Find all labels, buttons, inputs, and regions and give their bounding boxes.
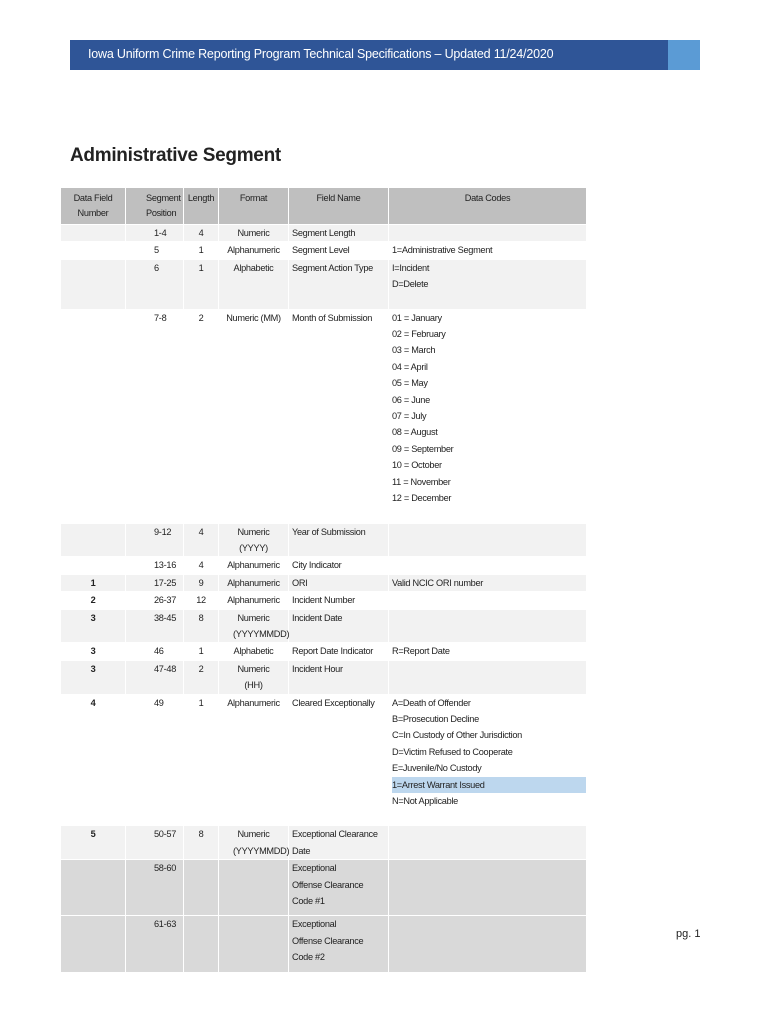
cell-length: 1 <box>184 694 219 826</box>
cell-data-field-number <box>61 860 126 916</box>
cell-field-name: Exceptional Offense Clearance Code #1 <box>289 860 389 916</box>
cell-field-name: Exceptional Clearance Date <box>289 826 389 860</box>
cell-data-field-number: 3 <box>61 609 126 643</box>
cell-format: Numeric <box>219 225 289 242</box>
data-code-item: E=Juvenile/No Custody <box>392 763 482 774</box>
cell-data-field-number: 5 <box>61 826 126 860</box>
header-field-name: Field Name <box>289 188 389 225</box>
data-code-item: B=Prosecution Decline <box>392 713 479 724</box>
cell-data-codes <box>389 523 587 557</box>
cell-data-field-number: 3 <box>61 660 126 694</box>
data-code-item: 10 = October <box>392 460 442 471</box>
header-accent-block <box>668 40 700 70</box>
data-code-item: 01 = January <box>392 312 442 323</box>
cell-format: Numeric (YYYY) <box>219 523 289 557</box>
cell-data-field-number: 4 <box>61 694 126 826</box>
cell-format: Alphanumeric <box>219 694 289 826</box>
cell-segment-position: 9-12 <box>126 523 184 557</box>
header-segment-position: Segment Position <box>126 188 184 225</box>
table-row <box>61 643 587 660</box>
cell-data-codes <box>389 694 587 826</box>
table-row <box>61 860 587 916</box>
cell-length <box>184 860 219 916</box>
cell-data-field-number <box>61 916 126 972</box>
table-row <box>61 826 587 860</box>
table-row <box>61 916 587 972</box>
data-code-item: 11 = November <box>392 476 451 487</box>
cell-data-codes <box>389 643 587 660</box>
cell-segment-position: 5 <box>126 242 184 259</box>
cell-length: 4 <box>184 557 219 574</box>
cell-data-codes <box>389 259 587 309</box>
table-row <box>61 309 587 523</box>
cell-field-name: Report Date Indicator <box>289 643 389 660</box>
data-code-item: 07 = July <box>392 411 427 422</box>
cell-data-codes <box>389 660 587 694</box>
cell-data-codes <box>389 916 587 972</box>
cell-data-codes <box>389 574 587 591</box>
cell-format: Numeric (YYYYMMDD) <box>219 826 289 860</box>
cell-data-field-number <box>61 225 126 242</box>
cell-length: 8 <box>184 609 219 643</box>
header-format: Format <box>219 188 289 225</box>
cell-data-codes <box>389 557 587 574</box>
cell-segment-position: 46 <box>126 643 184 660</box>
data-code-item: D=Victim Refused to Cooperate <box>392 746 513 757</box>
cell-data-codes <box>389 592 587 609</box>
cell-segment-position: 58-60 <box>126 860 184 916</box>
data-code-item: Valid NCIC ORI number <box>392 577 484 588</box>
cell-segment-position: 13-16 <box>126 557 184 574</box>
cell-format: Alphanumeric <box>219 592 289 609</box>
data-code-item: 12 = December <box>392 493 452 504</box>
data-code-item: 08 = August <box>392 427 438 438</box>
table-row <box>61 609 587 643</box>
cell-data-field-number <box>61 259 126 309</box>
cell-data-field-number: 2 <box>61 592 126 609</box>
cell-data-field-number: 3 <box>61 643 126 660</box>
cell-field-name: Incident Hour <box>289 660 389 694</box>
data-code-item: I=Incident <box>392 262 430 273</box>
cell-length: 1 <box>184 242 219 259</box>
cell-length: 1 <box>184 259 219 309</box>
data-code-item: D=Delete <box>392 279 429 290</box>
header-length: Length <box>184 188 219 225</box>
table-row <box>61 694 587 826</box>
cell-data-field-number <box>61 242 126 259</box>
cell-field-name: Segment Action Type <box>289 259 389 309</box>
cell-length <box>184 916 219 972</box>
cell-data-field-number <box>61 557 126 574</box>
cell-segment-position: 50-57 <box>126 826 184 860</box>
cell-format <box>219 860 289 916</box>
header-data-field-number: Data Field Number <box>61 188 126 225</box>
cell-data-codes <box>389 242 587 259</box>
cell-field-name: Exceptional Offense Clearance Code #2 <box>289 916 389 972</box>
cell-field-name: City Indicator <box>289 557 389 574</box>
cell-data-codes <box>389 609 587 643</box>
data-code-item: 06 = June <box>392 394 430 405</box>
cell-length: 8 <box>184 826 219 860</box>
data-code-item: N=Not Applicable <box>392 796 458 806</box>
cell-data-field-number <box>61 309 126 523</box>
cell-field-name: ORI <box>289 574 389 591</box>
cell-segment-position: 49 <box>126 694 184 826</box>
data-code-item: 1=Administrative Segment <box>392 245 493 256</box>
cell-segment-position: 26-37 <box>126 592 184 609</box>
cell-data-codes <box>389 309 587 523</box>
cell-segment-position: 7-8 <box>126 309 184 523</box>
data-code-item: C=In Custody of Other Jurisdiction <box>392 730 522 741</box>
cell-length: 4 <box>184 225 219 242</box>
header-bar <box>70 40 668 70</box>
cell-segment-position: 47-48 <box>126 660 184 694</box>
page-number: pg. 1 <box>676 928 701 940</box>
cell-format: Numeric (HH) <box>219 660 289 694</box>
cell-data-field-number <box>61 523 126 557</box>
cell-field-name: Segment Level <box>289 242 389 259</box>
cell-format: Alphanumeric <box>219 574 289 591</box>
data-code-item: A=Death of Offender <box>392 697 471 708</box>
cell-length: 9 <box>184 574 219 591</box>
cell-data-field-number: 1 <box>61 574 126 591</box>
cell-segment-position: 61-63 <box>126 916 184 972</box>
table-row <box>61 225 587 242</box>
cell-field-name: Segment Length <box>289 225 389 242</box>
table-header-row <box>61 188 587 225</box>
cell-field-name: Incident Number <box>289 592 389 609</box>
cell-format: Alphanumeric <box>219 557 289 574</box>
cell-length: 4 <box>184 523 219 557</box>
data-code-item: 02 = February <box>392 329 446 340</box>
cell-length: 2 <box>184 309 219 523</box>
table-row <box>61 523 587 557</box>
cell-field-name: Incident Date <box>289 609 389 643</box>
data-code-item: 09 = September <box>392 443 454 454</box>
table-row <box>61 557 587 574</box>
data-code-item: R=Report Date <box>392 646 450 657</box>
cell-field-name: Month of Submission <box>289 309 389 523</box>
cell-format: Numeric (MM) <box>219 309 289 523</box>
cell-length: 2 <box>184 660 219 694</box>
document-header-title: Iowa Uniform Crime Reporting Program Technical Specifications – Updated 11/24/2020 <box>88 47 554 61</box>
table-row <box>61 660 587 694</box>
cell-length: 12 <box>184 592 219 609</box>
cell-data-codes <box>389 860 587 916</box>
cell-segment-position: 1-4 <box>126 225 184 242</box>
section-title: Administrative Segment <box>70 145 281 166</box>
cell-format: Alphabetic <box>219 643 289 660</box>
data-code-item: 05 = May <box>392 378 428 389</box>
cell-format <box>219 916 289 972</box>
cell-format: Alphabetic <box>219 259 289 309</box>
table-row <box>61 574 587 591</box>
table-row <box>61 259 587 309</box>
cell-field-name: Year of Submission <box>289 523 389 557</box>
cell-segment-position: 17-25 <box>126 574 184 591</box>
cell-segment-position: 38-45 <box>126 609 184 643</box>
cell-segment-position: 6 <box>126 259 184 309</box>
header-data-codes: Data Codes <box>389 188 587 225</box>
cell-length: 1 <box>184 643 219 660</box>
data-code-item: 1=Arrest Warrant Issued <box>392 777 586 793</box>
table-row <box>61 592 587 609</box>
administrative-segment-table <box>60 187 587 973</box>
cell-format: Numeric (YYYYMMDD) <box>219 609 289 643</box>
data-code-item: 04 = April <box>392 361 428 372</box>
cell-data-codes <box>389 225 587 242</box>
cell-format: Alphanumeric <box>219 242 289 259</box>
table-row <box>61 242 587 259</box>
cell-data-codes <box>389 826 587 860</box>
data-code-item: 03 = March <box>392 345 436 356</box>
cell-field-name: Cleared Exceptionally <box>289 694 389 826</box>
